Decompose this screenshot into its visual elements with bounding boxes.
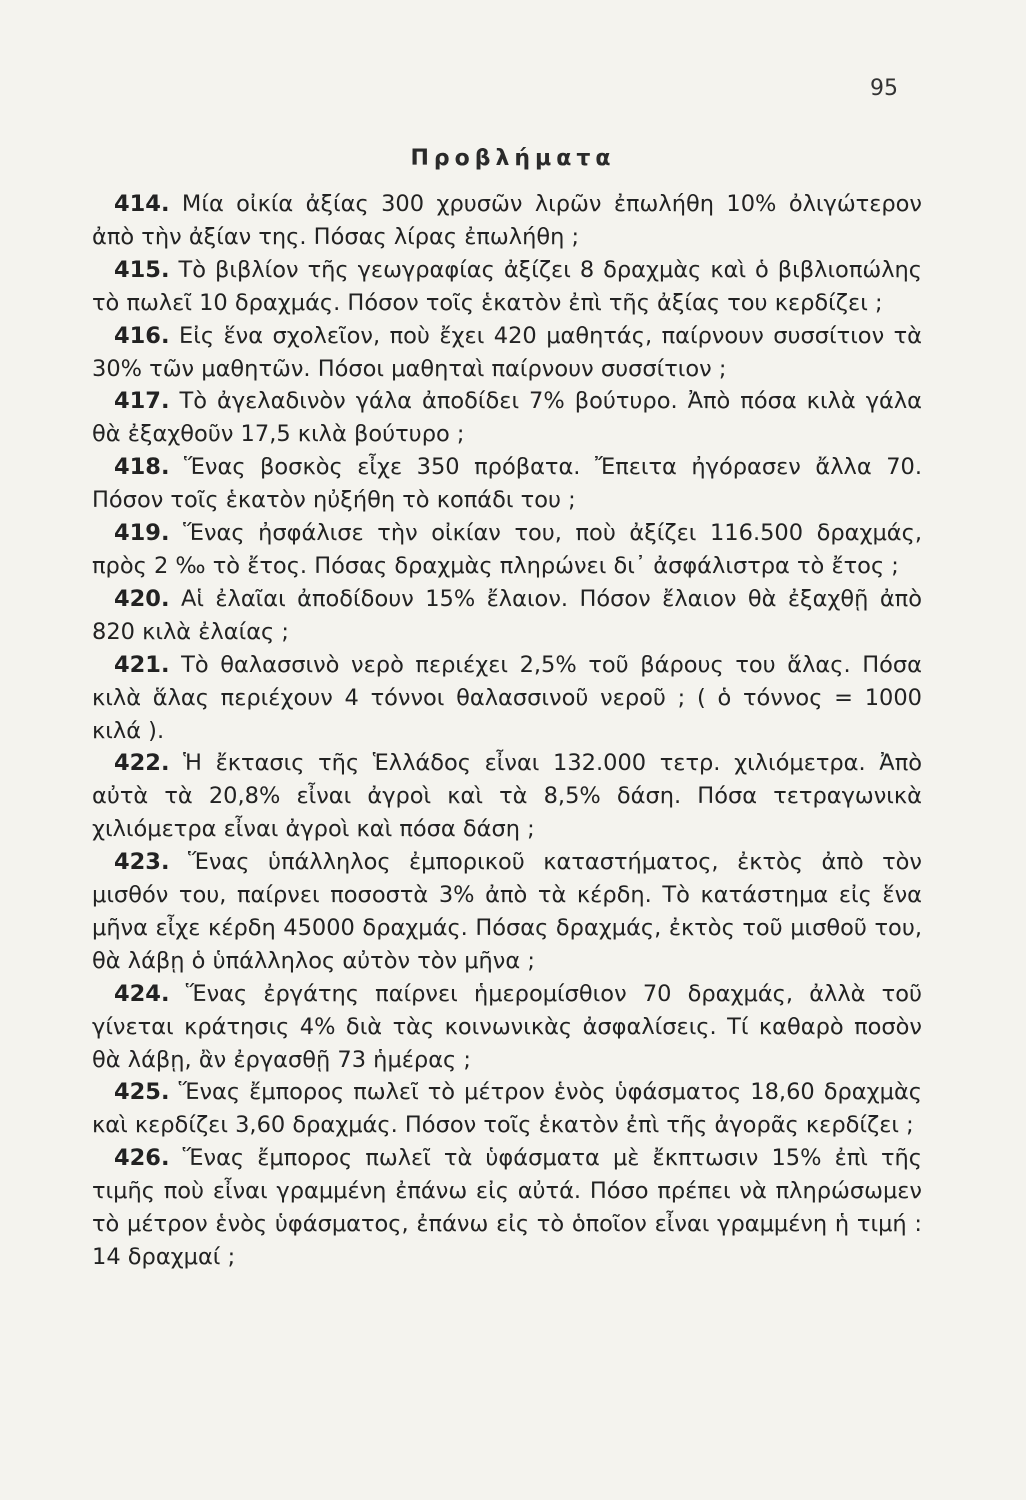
page-number: 95 — [870, 76, 898, 101]
problem-number: 417. — [114, 388, 170, 415]
problem-text: Μία οἰκία ἀξίας 300 χρυσῶν λιρῶν ἐπωλήθη 10% ὀλιγώτερον ἀπὸ τὴν ἀξίαν της. Πόσας λίρας ἐπωλήθη ; — [92, 191, 922, 250]
problem-419 — [92, 517, 922, 583]
problem-416 — [92, 320, 922, 386]
problem-418 — [92, 451, 922, 517]
problem-425 — [92, 1076, 922, 1142]
problem-423 — [92, 846, 922, 978]
problem-426 — [92, 1142, 922, 1274]
problem-text: Τὸ θαλασσινὸ νερὸ περιέχει 2,5% τοῦ βάρους του ἅλας. Πόσα κιλὰ ἅλας περιέχουν 4 τόννοι θαλασσινοῦ νεροῦ ; ( ὁ τόννος = 1000 κιλά ). — [92, 651, 922, 744]
problem-number: 423. — [114, 849, 170, 876]
problem-text: Ἕνας βοσκὸς εἶχε 350 πρόβατα. Ἔπειτα ἠγόρασεν ἄλλα 70. Πόσον τοῖς ἑκατὸν ηὐξήθη τὸ κοπάδι του ; — [92, 454, 922, 514]
problem-415 — [92, 254, 922, 320]
problem-text: Ἕνας ἠσφάλισε τὴν οἰκίαν του, ποὺ ἀξίζει 116.500 δραχμάς, πρὸς 2 ‰ τὸ ἔτος. Πόσας δραχμὰς πληρώνει δι᾿ ἀσφάλιστρα τὸ ἔτος ; — [92, 520, 922, 579]
section-heading: Προβλήματα — [410, 146, 616, 171]
problem-text: Τὸ ἀγελαδινὸν γάλα ἀποδίδει 7% βούτυρο. Ἀπὸ πόσα κιλὰ γάλα θὰ ἐξαχθοῦν 17,5 κιλὰ βούτυρο ; — [92, 388, 922, 448]
problem-420 — [92, 583, 922, 649]
problem-422 — [92, 747, 922, 846]
problem-text: Ἕνας ἔμπορος πωλεῖ τὰ ὑφάσματα μὲ ἔκπτωσιν 15% ἐπὶ τῆς τιμῆς ποὺ εἶναι γραμμένη ἐπάνω εἰς αὐτά. Πόσο πρέπει νὰ πληρώσωμεν τὸ μέτρον ἑνὸς ὑφάσματος, ἐπάνω εἰς τὸ ὁποῖον εἶναι γραμμένη ἡ τιμή : 14 δραχμαί ; — [92, 1145, 923, 1270]
problem-417 — [92, 385, 922, 451]
problem-424 — [92, 978, 922, 1077]
problem-list — [92, 188, 922, 1274]
problem-number: 416. — [114, 322, 170, 349]
problem-text: Ἕνας ἐργάτης παίρνει ἡμερομίσθιον 70 δραχμάς, ἀλλὰ τοῦ γίνεται κράτησις 4% διὰ τὰς κοινωνικὰς ἀσφαλίσεις. Τί καθαρὸ ποσὸν θὰ λάβῃ, ἂν ἐργασθῇ 73 ἡμέρας ; — [92, 980, 922, 1073]
problem-414 — [92, 188, 922, 254]
problem-text: Αἱ ἐλαῖαι ἀποδίδουν 15% ἔλαιον. Πόσον ἔλαιον θὰ ἐξαχθῇ ἀπὸ 820 κιλὰ ἐλαίας ; — [92, 585, 922, 645]
problem-number: 421. — [114, 651, 170, 678]
problem-text: Ἕνας ἔμπορος πωλεῖ τὸ μέτρον ἑνὸς ὑφάσματος 18,60 δραχμὰς καὶ κερδίζει 3,60 δραχμάς. Πόσον τοῖς ἑκατὸν ἐπὶ τῆς ἀγορᾶς κερδίζει ; — [92, 1079, 922, 1139]
problem-text: Τὸ βιβλίον τῆς γεωγραφίας ἀξίζει 8 δραχμὰς καὶ ὁ βιβλιοπώλης τὸ πωλεῖ 10 δραχμάς. Πόσον τοῖς ἑκατὸν ἐπὶ τῆς ἀξίας του κερδίζει ; — [92, 256, 922, 316]
problem-number: 426. — [114, 1145, 170, 1172]
problem-number: 414. — [114, 191, 170, 217]
problem-text: Εἰς ἕνα σχολεῖον, ποὺ ἔχει 420 μαθητάς, παίρνουν συσσίτιον τὰ 30% τῶν μαθητῶν. Πόσοι μαθηταὶ παίρνουν συσσίτιον ; — [92, 322, 922, 382]
problem-number: 422. — [114, 750, 170, 777]
problem-text: Ἡ ἔκτασις τῆς Ἑλλάδος εἶναι 132.000 τετρ. χιλιόμετρα. Ἀπὸ αὐτὰ τὰ 20,8% εἶναι ἀγροὶ καὶ τὰ 8,5% δάση. Πόσα τετραγωνικὰ χιλιόμετρα εἶναι ἀγροὶ καὶ πόσα δάση ; — [92, 750, 923, 843]
problem-number: 419. — [114, 520, 170, 547]
problem-number: 425. — [114, 1079, 170, 1106]
problem-421 — [92, 649, 922, 748]
problem-number: 424. — [114, 980, 170, 1007]
problem-number: 418. — [114, 454, 170, 481]
problem-number: 420. — [114, 585, 170, 612]
problem-number: 415. — [114, 256, 170, 283]
problem-text: Ἕνας ὑπάλληλος ἐμπορικοῦ καταστήματος, ἐκτὸς ἀπὸ τὸν μισθόν του, παίρνει ποσοστὰ 3% ἀπὸ τὰ κέρδη. Τὸ κατάστημα εἰς ἕνα μῆνα εἶχε κέρδη 45000 δραχμάς. Πόσας δραχμάς, ἐκτὸς τοῦ μισθοῦ του, θὰ λάβῃ ὁ ὑπάλληλος αὐτὸν τὸν μῆνα ; — [92, 849, 922, 974]
